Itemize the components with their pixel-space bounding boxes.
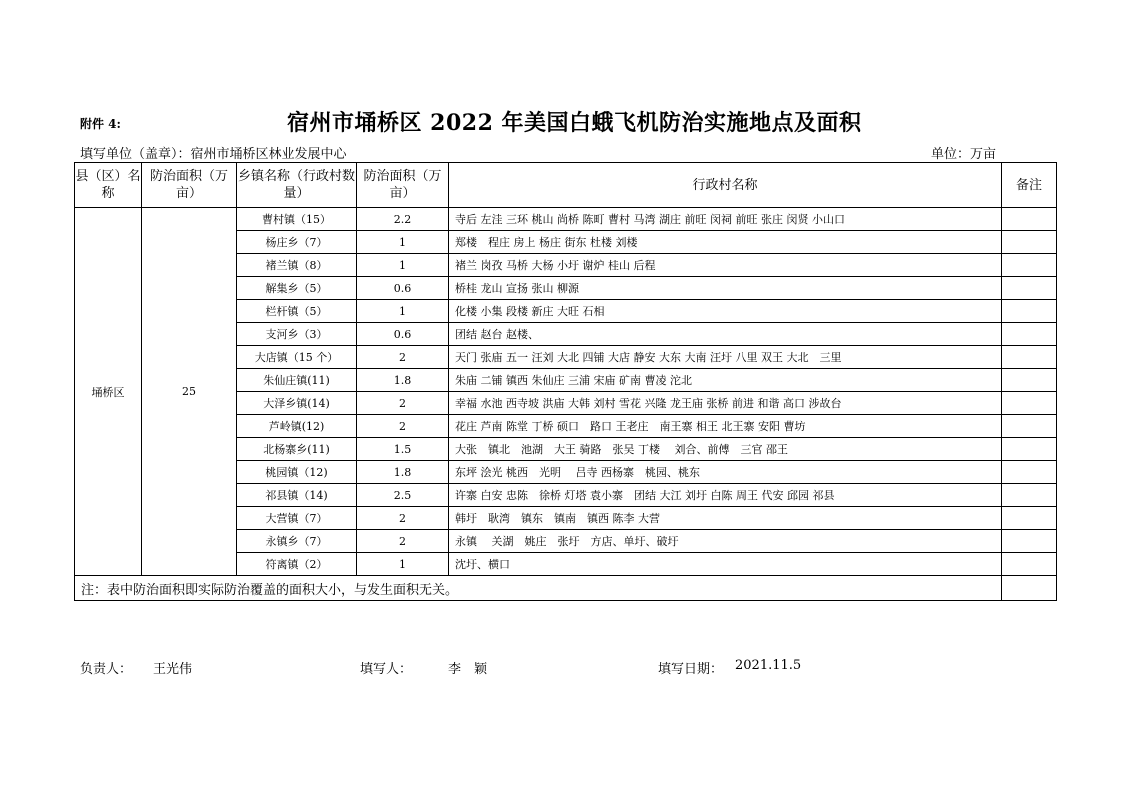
remarks-cell bbox=[1002, 576, 1057, 601]
table-note: 注：表中防治面积即实际防治覆盖的面积大小，与发生面积无关。 bbox=[75, 576, 1002, 601]
town-area-cell: 1 bbox=[357, 300, 449, 323]
header-row bbox=[75, 163, 1057, 208]
remarks-cell bbox=[1002, 438, 1057, 461]
header-county: 县（区）名称 bbox=[75, 163, 142, 208]
villages-cell: 桥桂 龙山 宣扬 张山 柳源 bbox=[449, 277, 1002, 300]
remarks-cell bbox=[1002, 530, 1057, 553]
town-area-cell: 0.6 bbox=[357, 277, 449, 300]
town-cell: 桃园镇（12) bbox=[237, 461, 357, 484]
town-area-cell: 2 bbox=[357, 415, 449, 438]
remarks-cell bbox=[1002, 300, 1057, 323]
villages-cell: 天门 张庙 五一 汪刘 大北 四铺 大店 静安 大东 大南 汪圩 八里 双王 大北 三里 bbox=[449, 346, 1002, 369]
town-cell: 北杨寨乡(11) bbox=[237, 438, 357, 461]
town-cell: 栏杆镇（5） bbox=[237, 300, 357, 323]
table-row bbox=[75, 208, 1057, 231]
town-cell: 大店镇（15 个） bbox=[237, 346, 357, 369]
remarks-cell bbox=[1002, 323, 1057, 346]
date-label: 填写日期： bbox=[658, 662, 724, 677]
remarks-cell bbox=[1002, 277, 1057, 300]
town-area-cell: 2 bbox=[357, 507, 449, 530]
town-cell: 朱仙庄镇(11) bbox=[237, 369, 357, 392]
page-title: 宿州市埇桥区 2022 年美国白蛾飞机防治实施地点及面积 bbox=[287, 110, 862, 136]
town-area-cell: 2.5 bbox=[357, 484, 449, 507]
remarks-cell bbox=[1002, 254, 1057, 277]
remarks-cell bbox=[1002, 346, 1057, 369]
filler-label: 填写人： bbox=[360, 662, 413, 677]
header-town: 乡镇名称（行政村数量） bbox=[237, 163, 357, 208]
filler-name: 李 颖 bbox=[448, 662, 488, 677]
town-cell: 永镇乡（7） bbox=[237, 530, 357, 553]
remarks-cell bbox=[1002, 208, 1057, 231]
town-cell: 杨庄乡（7） bbox=[237, 231, 357, 254]
town-cell: 芦岭镇(12) bbox=[237, 415, 357, 438]
note-row bbox=[75, 576, 1057, 601]
attachment-label: 附件 4: bbox=[80, 117, 121, 131]
villages-cell: 寺后 左洼 三环 桃山 尚桥 陈町 曹村 马湾 湖庄 前旺 闵祠 前旺 张庄 闵贤 小山口 bbox=[449, 208, 1002, 231]
responsible-label: 负责人： bbox=[80, 662, 133, 677]
town-cell: 曹村镇（15） bbox=[237, 208, 357, 231]
town-area-cell: 0.6 bbox=[357, 323, 449, 346]
fill-unit: 填写单位（盖章）：宿州市埇桥区林业发展中心 bbox=[80, 147, 347, 162]
villages-cell: 朱庙 二铺 镇西 朱仙庄 三浦 宋庙 矿南 曹凌 沱北 bbox=[449, 369, 1002, 392]
total-area-cell: 25 bbox=[142, 208, 237, 576]
town-cell: 大营镇（7） bbox=[237, 507, 357, 530]
data-table bbox=[74, 162, 1057, 601]
county-cell: 埇桥区 bbox=[75, 208, 142, 576]
date-value: 2021.11.5 bbox=[735, 658, 802, 673]
unit-label: 单位：万亩 bbox=[931, 147, 997, 162]
remarks-cell bbox=[1002, 415, 1057, 438]
villages-cell: 化楼 小集 段楼 新庄 大旺 石相 bbox=[449, 300, 1002, 323]
villages-cell: 郑楼 程庄 房上 杨庄 街东 杜楼 刘楼 bbox=[449, 231, 1002, 254]
villages-cell: 团结 赵台 赵楼、 bbox=[449, 323, 1002, 346]
villages-cell: 许寨 白安 忠陈 徐桥 灯塔 袁小寨 团结 大江 刘圩 白陈 周王 代安 邱园 祁县 bbox=[449, 484, 1002, 507]
villages-cell: 韩圩 耿湾 镇东 镇南 镇西 陈李 大营 bbox=[449, 507, 1002, 530]
town-area-cell: 1.8 bbox=[357, 369, 449, 392]
remarks-cell bbox=[1002, 507, 1057, 530]
town-cell: 符离镇（2） bbox=[237, 553, 357, 576]
town-area-cell: 1.8 bbox=[357, 461, 449, 484]
remarks-cell bbox=[1002, 392, 1057, 415]
villages-cell: 褚兰 岗孜 马桥 大杨 小圩 谢炉 桂山 后程 bbox=[449, 254, 1002, 277]
villages-cell: 大张 镇北 池湖 大王 骑路 张吴 丁楼 刘合、前傅 三官 邵王 bbox=[449, 438, 1002, 461]
town-area-cell: 1 bbox=[357, 231, 449, 254]
town-area-cell: 1 bbox=[357, 254, 449, 277]
responsible-name: 王光伟 bbox=[153, 662, 193, 677]
remarks-cell bbox=[1002, 461, 1057, 484]
town-area-cell: 1 bbox=[357, 553, 449, 576]
remarks-cell bbox=[1002, 484, 1057, 507]
remarks-cell bbox=[1002, 231, 1057, 254]
header-town-area: 防治面积（万亩） bbox=[357, 163, 449, 208]
town-cell: 解集乡（5） bbox=[237, 277, 357, 300]
town-area-cell: 2 bbox=[357, 530, 449, 553]
town-area-cell: 2.2 bbox=[357, 208, 449, 231]
villages-cell: 东坪 浍光 桃西 光明 吕寺 西杨寨 桃园、桃东 bbox=[449, 461, 1002, 484]
villages-cell: 沈圩、横口 bbox=[449, 553, 1002, 576]
town-area-cell: 2 bbox=[357, 392, 449, 415]
town-cell: 褚兰镇（8） bbox=[237, 254, 357, 277]
villages-cell: 永镇 关湖 姚庄 张圩 方店、单圩、破圩 bbox=[449, 530, 1002, 553]
town-cell: 大泽乡镇(14) bbox=[237, 392, 357, 415]
remarks-cell bbox=[1002, 369, 1057, 392]
remarks-cell bbox=[1002, 553, 1057, 576]
header-remarks: 备注 bbox=[1002, 163, 1057, 208]
town-area-cell: 2 bbox=[357, 346, 449, 369]
town-cell: 祁县镇（14) bbox=[237, 484, 357, 507]
town-area-cell: 1.5 bbox=[357, 438, 449, 461]
header-area: 防治面积（万亩） bbox=[142, 163, 237, 208]
villages-cell: 花庄 芦南 陈堂 丁桥 硕口 路口 王老庄 南王寨 相王 北王寨 安阳 曹坊 bbox=[449, 415, 1002, 438]
town-cell: 支河乡（3） bbox=[237, 323, 357, 346]
header-villages: 行政村名称 bbox=[449, 163, 1002, 208]
villages-cell: 幸福 水池 西寺坡 洪庙 大韩 刘村 雪花 兴隆 龙王庙 张桥 前进 和谐 高口 涉故台 bbox=[449, 392, 1002, 415]
